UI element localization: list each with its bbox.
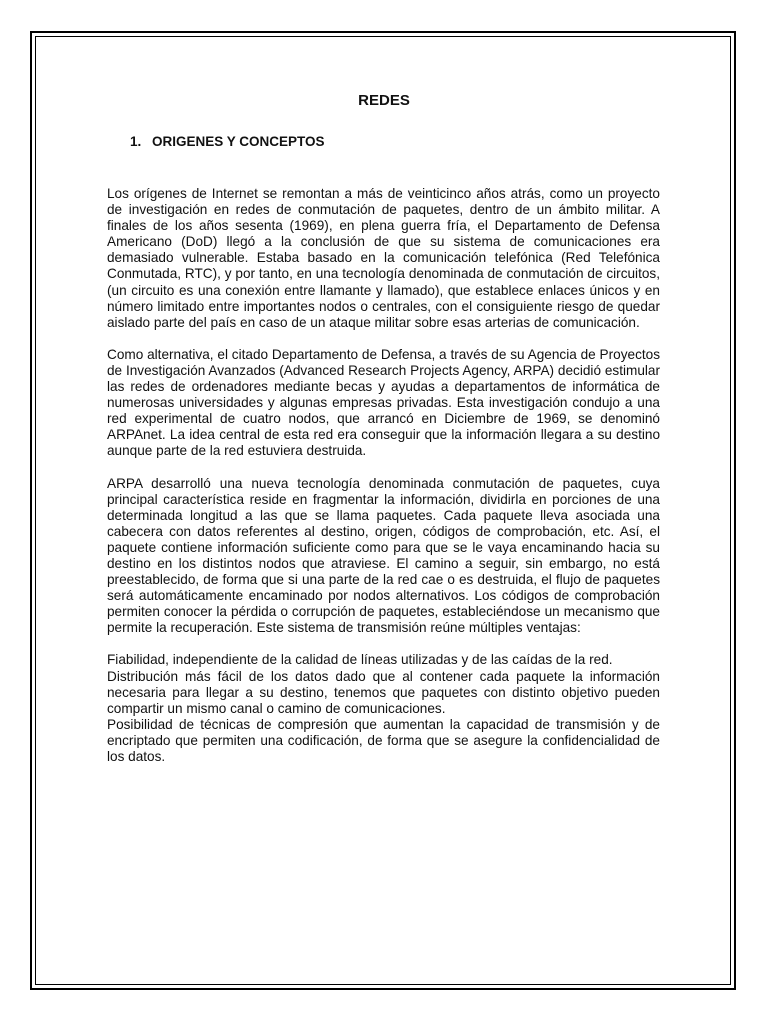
document-title: REDES [358, 92, 410, 109]
document-body [107, 186, 660, 765]
advantage-compression: Posibilidad de técnicas de compresión que aumentan la capacidad de transmisión y de encriptado que permiten una codificación, de forma que se asegure la confidencialidad de los datos. [107, 716, 660, 764]
paragraph-packet-switching: ARPA desarrolló una nueva tecnología denominada conmutación de paquetes, cuya principal característica reside en fragmentar la información, dividirla en porciones de una determinada longitud a las que se llama paquetes. Cada paquete lleva asociada una cabecera con datos referentes al destino, origen, códigos de comprobación, etc. Así, el paquete contiene información suficiente como para que se le vaya encaminando hacia su destino en los distintos nodos que atraviese. El camino a seguir, sin embargo, no está preestablecido, de forma que si una parte de la red cae o es destruida, el flujo de paquetes será automáticamente encaminado por nodos alternativos. Los códigos de comprobación permiten conocer la pérdida o corrupción de paquetes, estableciéndose un mecanismo que permite la recuperación. Este sistema de transmisión reúne múltiples ventajas: [107, 475, 660, 636]
advantage-distribution: Distribución más fácil de los datos dado que al contener cada paquete la información necesaria para llegar a su destino, tenemos que paquetes con distinto objetivo pueden compartir un mismo canal o camino de comunicaciones. [107, 668, 660, 716]
section-number: 1. [130, 134, 142, 149]
paragraph-arpa-alternative: Como alternativa, el citado Departamento de Defensa, a través de su Agencia de Proyectos de Investigación Avanzados (Advanced Research Projects Agency, ARPA) decidió estimular las redes de ordenadores mediante becas y ayudas a departamentos de informática de numerosas universidades y algunas empresas privadas. Esta investigación condujo a una red experimental de cuatro nodos, que arrancó en Diciembre de 1969, se denominó ARPAnet. La idea central de esta red era conseguir que la información llegara a su destino aunque parte de la red estuviera destruida. [107, 346, 660, 459]
section-heading-text: ORIGENES Y CONCEPTOS [152, 134, 325, 149]
paragraph-origins: Los orígenes de Internet se remontan a más de veinticinco años atrás, como un proyecto de investigación en redes de conmutación de paquetes, dentro de un ámbito militar. A finales de los años sesenta (1969), en plena guerra fría, el Departamento de Defensa Americano (DoD) llegó a la conclusión de que su sistema de comunicaciones era demasiado vulnerable. Estaba basado en la comunicación telefónica (Red Telefónica Conmutada, RTC), y por tanto, en una tecnología denominada de conmutación de circuitos, (un circuito es una conexión entre llamante y llamado), que establece enlaces únicos y en número limitado entre importantes nodos o centrales, con el consiguiente riesgo de quedar aislado parte del país en caso de un ataque militar sobre esas arterias de comunicación. [107, 186, 660, 330]
advantage-reliability: Fiabilidad, independiente de la calidad de líneas utilizadas y de las caídas de la red. [107, 652, 613, 668]
section-heading [130, 134, 325, 149]
